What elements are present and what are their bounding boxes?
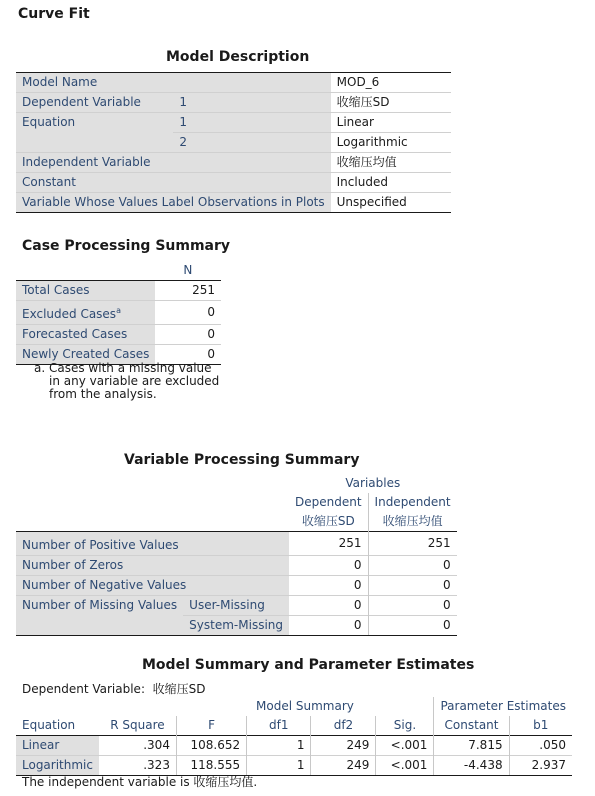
column-header-equation: Equation [22,718,76,732]
table-row [16,301,221,325]
row-value: 0 [155,301,221,325]
row-label: Forecasted Cases [16,325,155,345]
row-label: Total Cases [16,281,155,301]
cell-sig: <.001 [376,756,434,776]
column-header-sig: Sig. [376,716,434,736]
table-header-row [16,474,457,493]
header-spacer [16,474,289,493]
model-description-table [16,72,451,213]
row-value: 收缩压SD [331,93,451,113]
column-header-independent-var: 收缩压均值 [368,512,457,532]
row-value: Linear [331,113,451,133]
table-row [16,576,457,596]
row-value: MOD_6 [331,73,451,93]
column-header-df1: df1 [247,716,311,736]
column-header-df2: df2 [311,716,376,736]
table-header-row [16,493,457,512]
table-row [16,173,451,193]
row-sublabel [173,73,330,93]
cell-r-square: .323 [99,756,176,776]
header-spacer [16,512,289,532]
header-spacer [16,261,155,281]
table-row [16,93,451,113]
table-row [16,596,457,616]
cell-df2: 249 [311,756,376,776]
row-value-independent: 0 [368,556,457,576]
table-row [16,325,221,345]
table-row [16,133,451,153]
row-value-dependent: 0 [289,576,368,596]
column-header-constant: Constant [434,716,509,736]
column-header-b1: b1 [509,716,572,736]
table-row [16,556,457,576]
row-sublabel [173,173,330,193]
output-title: Curve Fit [18,6,90,22]
cell-df1: 1 [247,756,311,776]
row-label: Number of Negative Values [16,576,289,596]
table-row [16,193,451,213]
row-label: Number of Positive Values [16,532,289,556]
row-value-dependent: 0 [289,596,368,616]
row-sublabel: 1 [173,113,330,133]
cell-b1: .050 [509,736,572,756]
column-header-r-square: R Square [110,718,165,732]
model-summary-table [16,697,572,776]
cell-sig: <.001 [376,736,434,756]
table-header-row [16,716,572,736]
cell-constant: 7.815 [434,736,509,756]
row-label: Newly Created Cases [16,345,155,365]
row-sublabel [173,153,330,173]
row-value-dependent: 0 [289,616,368,636]
table-row [16,736,572,756]
table-row [16,616,457,636]
cell-df1: 1 [247,736,311,756]
row-label: Constant [16,173,173,193]
model-summary-footnote: The independent variable is 收缩压均值. [22,775,258,789]
table-header-row [16,697,572,716]
table-row [16,532,457,556]
model-description-title: Model Description [166,49,310,65]
row-value: Included [331,173,451,193]
row-label: Number of Zeros [16,556,289,576]
row-sublabel: 1 [173,93,330,113]
dependent-variable-value: 收缩压SD [152,682,206,696]
dependent-variable-label: Dependent Variable: [22,682,145,696]
row-value: Logarithmic [331,133,451,153]
footnote-marker: a [116,306,121,315]
row-label [16,133,173,153]
table-header-row [16,261,221,281]
row-label: Number of Missing Values [16,596,183,616]
column-header-dependent-var: 收缩压SD [301,514,355,528]
row-value: 0 [155,325,221,345]
row-label: Model Name [16,73,173,93]
column-header-dependent: Dependent [295,495,362,509]
row-value-dependent: 251 [289,532,368,556]
column-header-n: N [183,263,193,277]
column-header-f: F [176,716,246,736]
row-label: Logarithmic [16,756,99,776]
variable-processing-title: Variable Processing Summary [124,452,360,468]
group-header-model-summary: Model Summary [256,699,354,713]
row-value-independent: 0 [368,616,457,636]
header-spacer [16,493,289,512]
row-label: Independent Variable [16,153,173,173]
table-row [16,73,451,93]
group-header-parameter-estimates: Parameter Estimates [434,697,572,716]
row-value-independent: 0 [368,576,457,596]
case-processing-title: Case Processing Summary [22,238,231,254]
header-spacer [16,697,176,716]
cell-r-square: .304 [99,736,176,756]
cell-f: 118.555 [176,756,246,776]
table-row [16,281,221,301]
cell-constant: -4.438 [434,756,509,776]
row-label [16,616,183,636]
cell-f: 108.652 [176,736,246,756]
row-sublabel: System-Missing [183,616,289,636]
case-processing-table [16,261,221,365]
row-label: Linear [16,736,99,756]
model-summary-title: Model Summary and Parameter Estimates [142,657,475,673]
table-header-row [16,512,457,532]
row-value-independent: 251 [368,532,457,556]
variable-processing-table [16,474,457,636]
row-value: 收缩压均值 [331,153,451,173]
case-processing-footnote: a. Cases with a missing value in any variable are excluded from the analysis. [34,361,220,401]
row-value-independent: 0 [368,596,457,616]
dependent-variable-caption [22,680,205,697]
row-value-dependent: 0 [289,556,368,576]
row-label: Dependent Variable [16,93,173,113]
row-sublabel: 2 [173,133,330,153]
row-value: Unspecified [331,193,451,213]
row-value: 251 [155,281,221,301]
table-row [16,153,451,173]
column-header-independent: Independent [368,493,457,512]
row-label: Variable Whose Values Label Observations in Plots [16,193,331,213]
table-row [16,113,451,133]
cell-b1: 2.937 [509,756,572,776]
row-sublabel: User-Missing [183,596,289,616]
row-label: Equation [16,113,173,133]
group-header-variables: Variables [345,476,401,490]
cell-df2: 249 [311,736,376,756]
row-label: Excluded Cases$^a$ [16,301,155,325]
row-value: 0 [155,345,221,365]
